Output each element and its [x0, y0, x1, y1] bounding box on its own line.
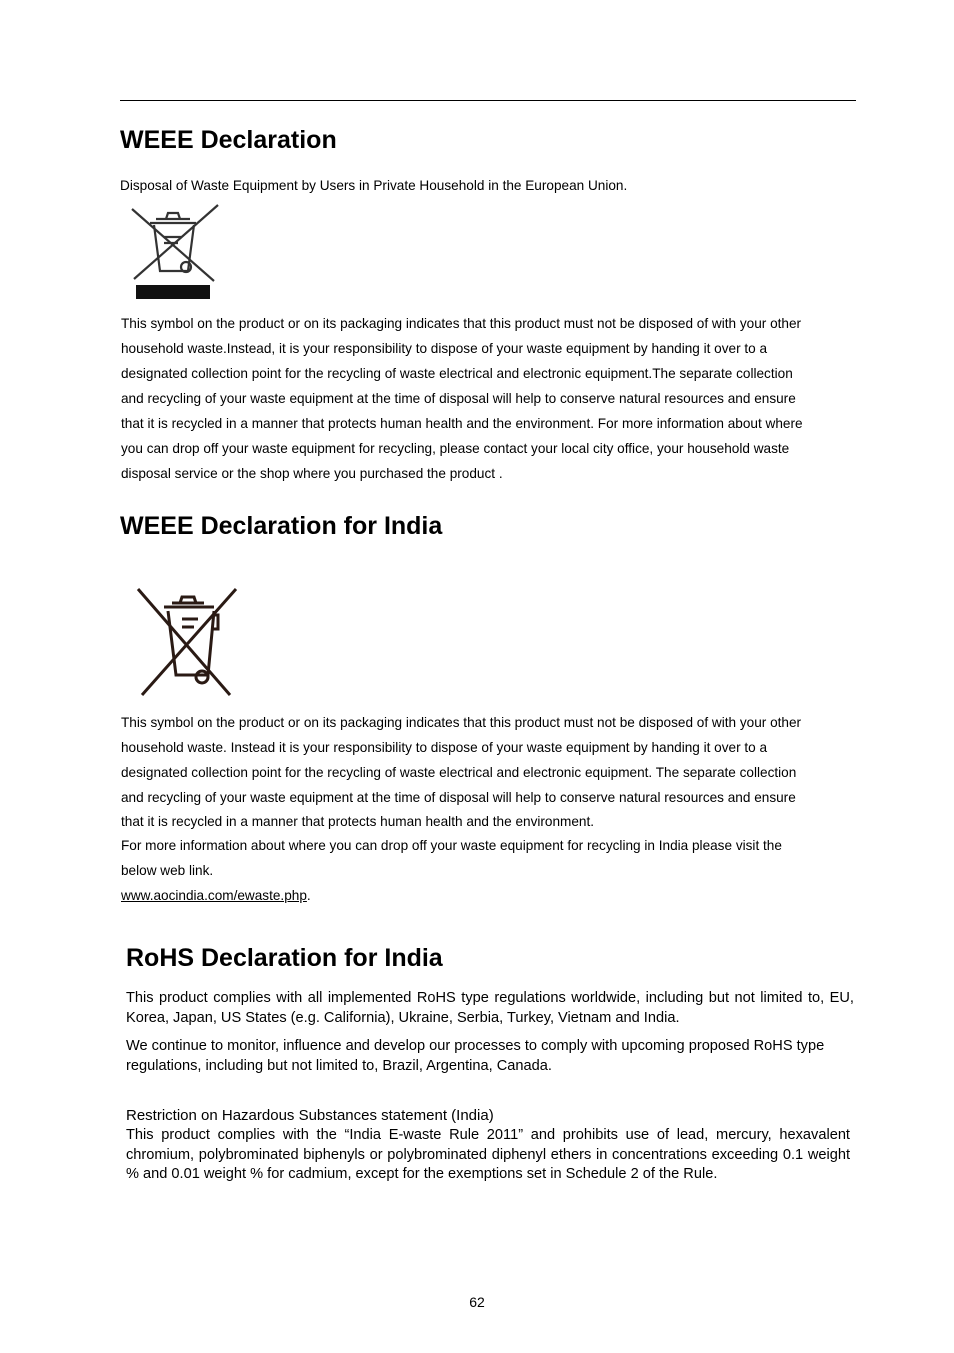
weee-line-6: you can drop off your waste equipment for recycling, please contact your local city office, your household waste: [121, 441, 790, 456]
rohs-para-1: This product complies with all implemented RoHS type regulations worldwide, including but not limited to, EU, Korea, Japan, US States (e.g. California), Ukraine, Serbia, Turkey, Vietnam and India.: [126, 990, 854, 1026]
weee-line-7: disposal service or the shop where you purchased the product .: [121, 466, 503, 481]
header-rule: [120, 100, 856, 101]
weee-india-line-3: designated collection point for the recycling of waste electrical and electronic equipment. The separate collection: [121, 765, 797, 780]
weee-line-4: and recycling of your waste equipment at the time of disposal will help to conserve natural resources and ensure: [121, 391, 796, 406]
ewaste-link-suffix: .: [306, 888, 311, 903]
weee-india-line-6: For more information about where you can drop off your waste equipment for recycling in India please visit the: [121, 838, 782, 853]
weee-india-link-line: [121, 883, 801, 908]
crossed-out-wheelie-bin-icon: [126, 203, 222, 303]
rohs-para-3: This product complies with the “India E-waste Rule 2011” and prohibits use of lead, mercury, hexavalent chromium, polybrominated biphenyls or polybrominated diphenyl ethers in concentrations exceeding 0.1 weight % and 0.01 weight % for cadmium, except for the exemptions set in Schedule 2 of the Rule.: [126, 1127, 850, 1182]
weee-subtitle: Disposal of Waste Equipment by Users in Private Household in the European Union.: [120, 178, 628, 193]
weee-india-line-7: below web link.: [121, 863, 214, 878]
weee-india-title: WEEE Declaration for India: [120, 512, 443, 540]
rohs-india-title: RoHS Declaration for India: [126, 944, 443, 972]
weee-india-line-4: and recycling of your waste equipment at the time of disposal will help to conserve natural resources and ensure: [121, 790, 796, 805]
rohs-subheading: Restriction on Hazardous Substances statement (India): [126, 1107, 494, 1124]
crossed-out-wheelie-bin-icon: [134, 585, 240, 701]
weee-line-5: that it is recycled in a manner that protects human health and the environment. For more information about where: [121, 416, 803, 431]
weee-india-body: [121, 710, 801, 908]
weee-line-3: designated collection point for the recycling of waste electrical and electronic equipment.The separate collection: [121, 366, 793, 381]
rohs-para-2: We continue to monitor, influence and develop our processes to comply with upcoming proposed RoHS type regulations, including but not limited to, Brazil, Argentina, Canada.: [126, 1038, 825, 1074]
weee-india-line-2: household waste. Instead it is your responsibility to dispose of your waste equipment by handing it over to a: [121, 740, 768, 755]
page-number: 62: [469, 1294, 485, 1310]
weee-line-1: This symbol on the product or on its packaging indicates that this product must not be disposed of with your other: [121, 316, 802, 331]
weee-title: WEEE Declaration: [120, 126, 337, 154]
weee-body: [121, 311, 803, 486]
weee-line-2: household waste.Instead, it is your responsibility to dispose of your waste equipment by handing it over to a: [121, 341, 768, 356]
weee-india-line-5: that it is recycled in a manner that protects human health and the environment.: [121, 814, 595, 829]
ewaste-link[interactable]: www.aocindia.com/ewaste.php: [121, 888, 307, 903]
weee-india-line-1: This symbol on the product or on its packaging indicates that this product must not be disposed of with your other: [121, 715, 802, 730]
